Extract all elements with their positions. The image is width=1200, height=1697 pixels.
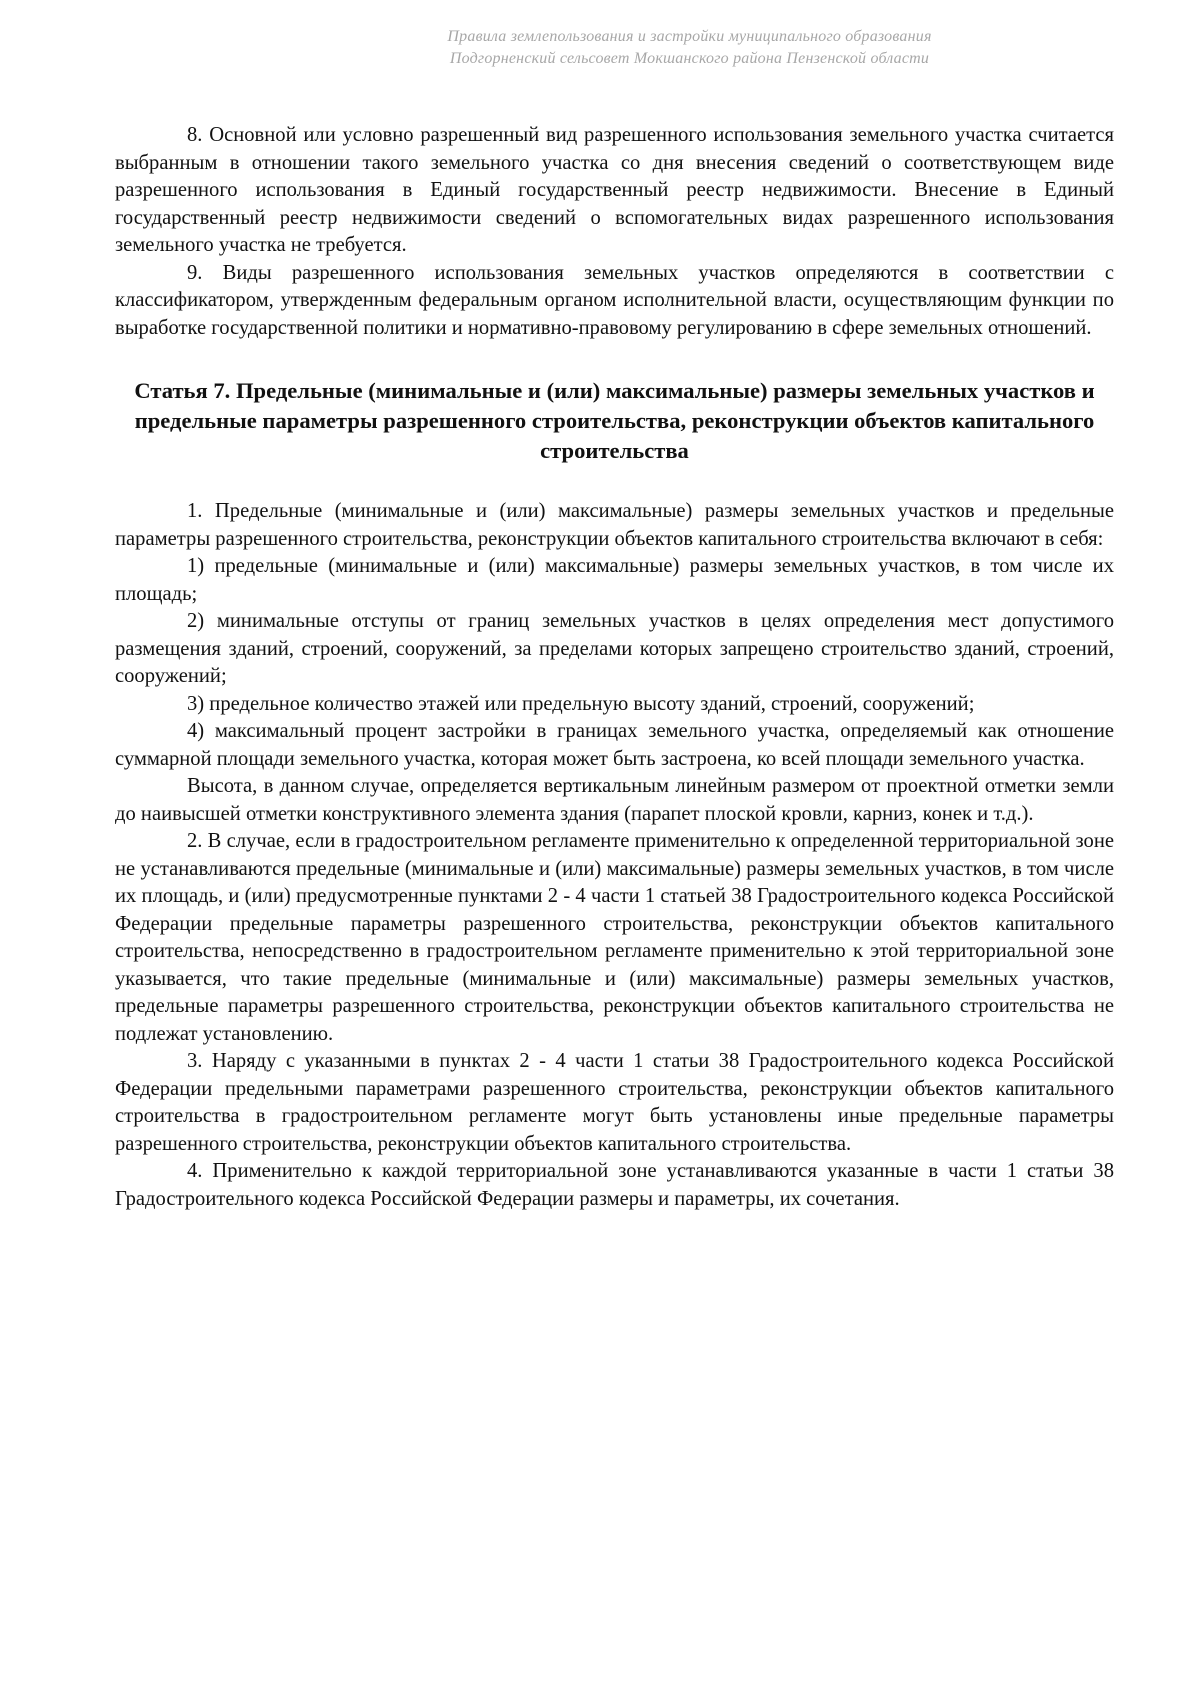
article-7-item-2: 2. В случае, если в градостроительном регламенте применительно к определенной территориальной зоне не устанавливаются предельные (минимальные и (или) максимальные) размеры земельных участков, в том числе их площадь, и (или) предусмотренные пунктами 2 - 4 части 1 статьей 38 Градостроительного кодекса Российской Федерации предельные параметры разрешенного строительства, реконструкции объектов капитального строительства, непосредственно в градостроительном регламенте применительно к этой территориальной зоне указывается, что такие предельные (минимальные и (или) максимальные) размеры земельных участков, предельные параметры разрешенного строительства, реконструкции объектов капитального строительства не подлежат установлению.	[115, 830, 1114, 1045]
article-7-item-3: 3. Наряду с указанными в пунктах 2 - 4 части 1 статьи 38 Градостроительного кодекса Российской Федерации предельными параметрами разрешенного строительства, реконструкции объектов капитального строительства в градостроительном регламенте могут быть установлены иные предельные параметры разрешенного строительства, реконструкции объектов капитального строительства.	[115, 1050, 1114, 1155]
article-7-item-4: 4. Применительно к каждой территориальной зоне устанавливаются указанные в части 1 статьи 38 Градостроительного кодекса Российской Федерации размеры и параметры, их сочетания.	[115, 1160, 1114, 1210]
running-header-line-2: Подгорненский сельсовет Мокшанского района Пензенской области	[449, 50, 930, 67]
article-7-subitem-4: 4) максимальный процент застройки в границах земельного участка, определяемый как отношение суммарной площади земельного участка, которая может быть застроена, ко всей площади земельного участка.	[115, 720, 1114, 770]
running-header	[265, 26, 1114, 70]
article-7-title: Статья 7. Предельные (минимальные и (или) максимальные) размеры земельных участков и предельные параметры разрешенного строительства, реконструкции объектов капитального строительства	[134, 378, 1095, 463]
article-7-subitem-3: 3) предельное количество этажей или предельную высоту зданий, строений, сооружений;	[187, 692, 975, 715]
paragraph-9: 9. Виды разрешенного использования земельных участков определяются в соответствии с классификатором, утвержденным федеральным органом исполнительной власти, осуществляющим функции по выработке государственной политики и нормативно-правовому регулированию в сфере земельных отношений.	[115, 261, 1114, 339]
running-header-line-1: Правила землепользования и застройки муниципального образования	[447, 28, 932, 45]
article-7-subitem-2: 2) минимальные отступы от границ земельных участков в целях определения мест допустимого размещения зданий, строений, сооружений, за пределами которых запрещено строительство зданий, строений, сооружений;	[115, 610, 1114, 687]
article-7-item-1: 1. Предельные (минимальные и (или) максимальные) размеры земельных участков и предельные параметры разрешенного строительства, реконструкции объектов капитального строительства включают в себя:	[115, 500, 1114, 550]
article-7-subitem-1: 1) предельные (минимальные и (или) максимальные) размеры земельных участков, в том числе их площадь;	[115, 555, 1114, 605]
paragraph-8: 8. Основной или условно разрешенный вид разрешенного использования земельного участка считается выбранным в отношении такого земельного участка со дня внесения сведений о соответствующем виде разрешенного использования в Единый государственный реестр недвижимости. Внесение в Единый государственный реестр недвижимости сведений о вспомогательных видах разрешенного использования земельного участка не требуется.	[115, 124, 1114, 256]
article-7-height-note: Высота, в данном случае, определяется вертикальным линейным размером от проектной отметки земли до наивысшей отметки конструктивного элемента здания (парапет плоской кровли, карниз, конек и т.д.).	[115, 775, 1114, 825]
